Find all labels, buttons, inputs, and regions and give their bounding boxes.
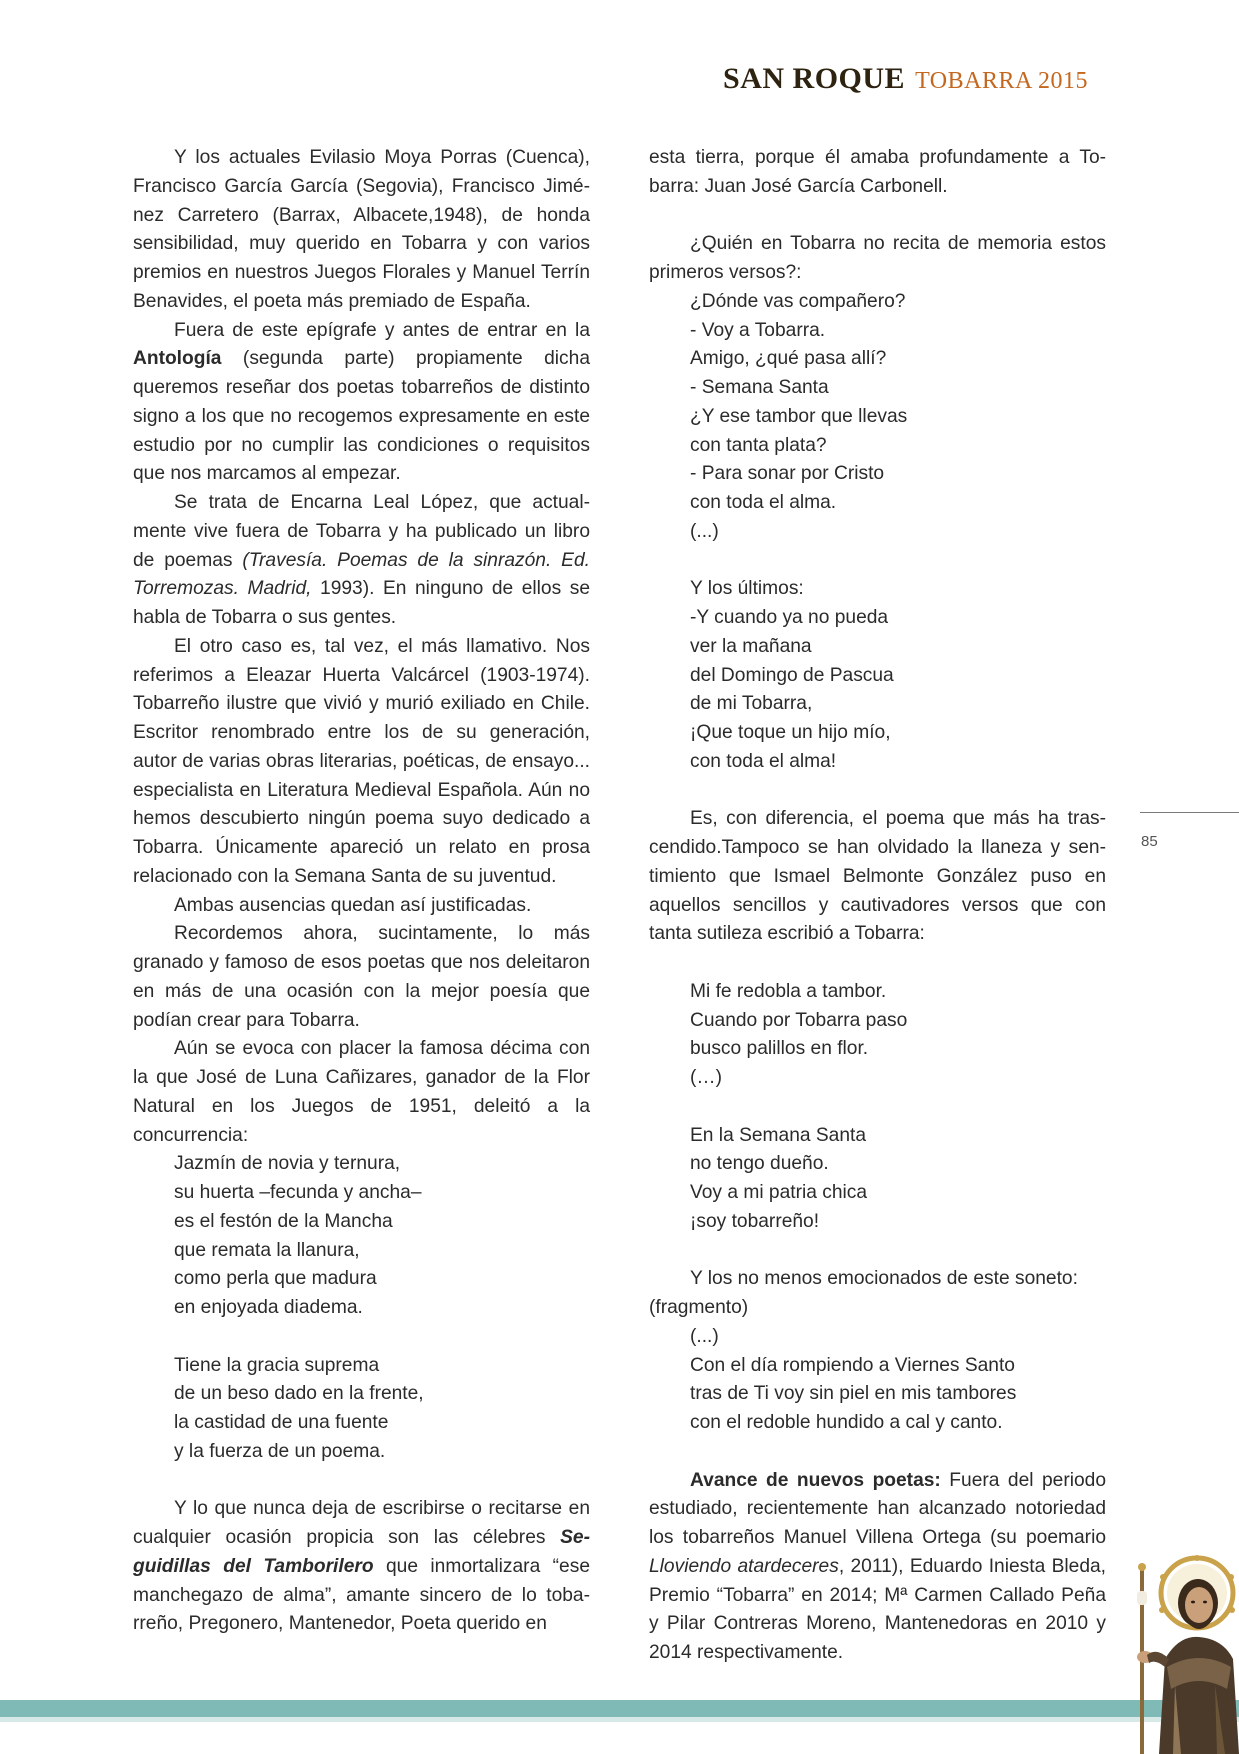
poem-stanza bbox=[649, 288, 1106, 547]
spacer bbox=[649, 777, 1106, 806]
poem-line: no tengo dueño. bbox=[690, 1153, 829, 1175]
paragraph: Recordemos ahora, sucintamente, lo más granado y famoso de esos poetas que nos deleitaron en más de una ocasión con la mejor poesía que podían crear para Tobarra. bbox=[133, 923, 590, 1031]
spacer bbox=[649, 1438, 1106, 1467]
poem-line: ¡Que toque un hijo mío, bbox=[690, 722, 891, 743]
section-heading: Avance de nuevos poetas: bbox=[690, 1469, 941, 1491]
poem-line: Tiene la gracia suprema bbox=[174, 1354, 380, 1376]
spacer bbox=[133, 1467, 590, 1496]
poem-stanza bbox=[649, 575, 1106, 776]
paragraph: Avance de nuevos poetas: Fuera del periodo estudiado, recientemente han alcanzado notoriedad los tobarreños Manuel Villena Ortega (su poemario Lloviendo atardeceres, 2011), Eduardo Iniesta Bleda, Premio “Tobarra” en 2014; Mª Carmen Callado Peña y Pilar Contreras Moreno, Mantenedoras en 2010 y 2014 respectivamente. bbox=[649, 1469, 1107, 1663]
paragraph: El otro caso es, tal vez, el más llamativo. Nos referimos a Eleazar Huerta Valcárcel (1903-1974). Tobarreño ilustre que vivió y murió exiliado en Chile. Escritor renombrado entre los de su generación, autor de varias obras literarias, poéticas, de ensayo... especialista en Literatura Medieval Española. Aún no hemos descubierto ningún poema suyo dedicado a Tobarra. Únicamente apareció un relato en prosa relacionado con la Semana Santa de su juventud. bbox=[133, 635, 590, 887]
poem-line: Cuando por Tobarra paso bbox=[690, 1009, 908, 1031]
poem-line: En la Semana Santa bbox=[690, 1124, 867, 1146]
poem-line: Voy a mi patria chica bbox=[690, 1182, 868, 1203]
poem-line: con toda el alma! bbox=[690, 750, 837, 772]
poem-line: como perla que madura bbox=[174, 1268, 377, 1290]
poem-stanza bbox=[133, 1150, 590, 1323]
poem-line: su huerta –fecunda y ancha– bbox=[174, 1182, 422, 1203]
page-number: 85 bbox=[1141, 833, 1158, 850]
poem-stanza bbox=[133, 1352, 590, 1467]
book-citation: Lloviendo atardeceres bbox=[649, 1555, 839, 1577]
poem-line: Jazmín de novia y ternura, bbox=[174, 1153, 401, 1175]
paragraph: ¿Quién en Tobarra no recita de memoria estos primeros versos?: bbox=[649, 233, 1106, 283]
poem-line: -Y cuando ya no pueda bbox=[690, 607, 889, 628]
poem-line: ¿Dónde vas compañero? bbox=[690, 290, 906, 312]
bold-term: Antología bbox=[133, 348, 222, 370]
paragraph: esta tierra, porque él amaba profundamente a Tobarra: Juan José García Carbonell. bbox=[649, 147, 1106, 197]
spacer bbox=[649, 1093, 1106, 1122]
poem-line: ¡soy tobarreño! bbox=[690, 1210, 820, 1232]
spacer bbox=[649, 949, 1106, 978]
spacer bbox=[649, 202, 1106, 231]
magazine-title: SAN ROQUE bbox=[723, 62, 906, 95]
page-number-rule bbox=[1140, 812, 1239, 813]
poem-stanza bbox=[649, 978, 1106, 1093]
poem-line: (...) bbox=[690, 520, 719, 542]
poem-line: - Semana Santa bbox=[690, 377, 829, 398]
poem-line: y la fuerza de un poema. bbox=[174, 1440, 386, 1462]
poem-stanza bbox=[649, 1323, 1106, 1438]
left-column bbox=[133, 144, 590, 1639]
footer-band bbox=[0, 1700, 1239, 1717]
poem-line: de un beso dado en la frente, bbox=[174, 1383, 424, 1405]
poem-line: con el redoble hundido a cal y canto. bbox=[690, 1412, 1003, 1433]
poem-line: Mi fe redobla a tambor. bbox=[690, 980, 887, 1002]
paragraph: Y lo que nunca deja de escribirse o recitarse en cualquier ocasión propicia son las célebres Seguidillas del Tamborilero que inmortalizara “ese manchegazo de alma”, amante sincero de lo tobarreño, Pregonero, Mantenedor, Poeta querido en bbox=[133, 1498, 590, 1635]
paragraph: Ambas ausencias quedan así justificadas. bbox=[174, 894, 532, 916]
poem-title: Seguidillas del Tamborilero bbox=[133, 1527, 590, 1577]
paragraph: Y los actuales Evilasio Moya Porras (Cuenca), Francisco García García (Segovia), Francisco Jiménez Carretero (Barrax, Albacete,1948), de honda sensibilidad, muy querido en Tobarra y con varios premios en nuestros Juegos Florales y Manuel Terrín Benavides, el poeta más premiado de España. bbox=[133, 147, 590, 312]
poem-line: la castidad de una fuente bbox=[174, 1412, 389, 1433]
paragraph: Se trata de Encarna Leal López, que actualmente vive fuera de Tobarra y ha publicado un libro de poemas (Travesía. Poemas de la sinrazón. Ed. Torremozas. Madrid, 1993). En ninguno de ellos se habla de Tobarra o sus gentes. bbox=[133, 492, 590, 628]
footer-band-highlight bbox=[0, 1717, 1239, 1722]
spacer bbox=[133, 1323, 590, 1352]
poem-line: del Domingo de Pascua bbox=[690, 664, 894, 686]
poem-line: ¿Y ese tambor que llevas bbox=[690, 405, 908, 427]
poem-stanza bbox=[649, 1122, 1106, 1237]
poem-line: Con el día rompiendo a Viernes Santo bbox=[690, 1354, 1015, 1376]
paragraph: Aún se evoca con placer la famosa décima con la que José de Luna Cañizares, ganador de la Flor Natural en los Juegos de 1951, deleitó a la concurrencia: bbox=[133, 1038, 590, 1146]
poem-line: que remata la llanura, bbox=[174, 1239, 360, 1261]
poem-line: de mi Tobarra, bbox=[690, 693, 813, 715]
spacer bbox=[649, 1237, 1106, 1266]
paragraph: Fuera de este epígrafe y antes de entrar en la Antología (segunda parte) propiamente dicha queremos reseñar dos poetas tobarreños de distinto signo a los que no recogemos expresamente en este estudio por no cumplir las condiciones o requisitos que nos marcamos al empezar. bbox=[133, 319, 590, 485]
poem-line: Amigo, ¿qué pasa allí? bbox=[690, 348, 887, 370]
poem-line: con tanta plata? bbox=[690, 434, 827, 456]
poem-line: es el festón de la Mancha bbox=[174, 1210, 393, 1232]
poem-line: tras de Ti voy sin piel en mis tambores bbox=[690, 1383, 1017, 1405]
magazine-subtitle: TOBARRA 2015 bbox=[915, 68, 1088, 94]
poem-line: - Para sonar por Cristo bbox=[690, 463, 885, 485]
poem-line: - Voy a Tobarra. bbox=[690, 319, 826, 341]
book-citation: (Travesía. Poemas de la sinrazón. Ed. Torremozas. Madrid, bbox=[133, 549, 590, 600]
spacer bbox=[649, 547, 1106, 576]
page-header bbox=[723, 64, 1088, 94]
poem-line: en enjoyada diadema. bbox=[174, 1297, 363, 1318]
poem-line: busco palillos en flor. bbox=[690, 1038, 869, 1060]
poem-line: (…) bbox=[690, 1067, 722, 1088]
saint-statue-image bbox=[1115, 1555, 1239, 1754]
poem-line: con toda el alma. bbox=[690, 492, 837, 513]
paragraph: Es, con diferencia, el poema que más ha trascendido.Tampoco se han olvidado la llaneza y sentimiento que Ismael Belmonte González puso en aquellos sencillos y cautivadores versos que con tanta sutileza escribió a Tobarra: bbox=[649, 808, 1106, 945]
poem-line: ver la mañana bbox=[690, 635, 812, 657]
poem-line: (...) bbox=[690, 1325, 719, 1347]
paragraph: Y los no menos emocionados de este soneto: (fragmento) bbox=[649, 1268, 1078, 1318]
right-column bbox=[649, 144, 1106, 1668]
poem-line: Y los últimos: bbox=[690, 578, 804, 600]
